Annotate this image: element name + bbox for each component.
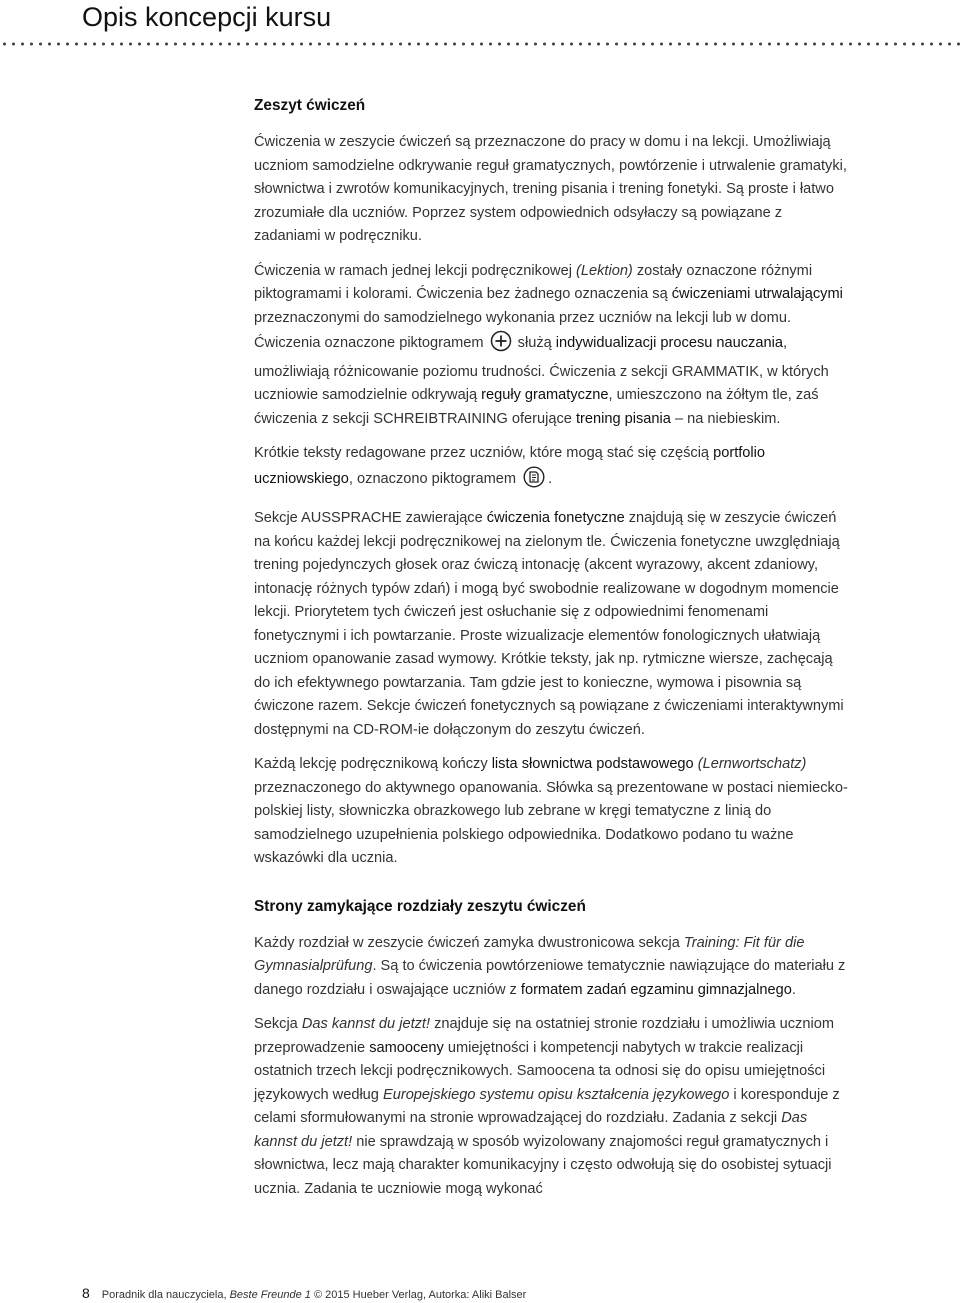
paragraph: Ćwiczenia w zeszycie ćwiczeń są przeznaczone do pracy w domu i na lekcji. Umożliwiają uczniom samodzielne odkrywanie reguł gramatycznych, powtórzenie i utrwalenie gramatyki, słownictwa i zwrotów komunikacyjnych, trening pisania i trening fonetyki. Są proste i łatwo zrozumiałe dla uczniów. Poprzez system odpowiednich odsyłaczy są powiązane z zadaniami w podręczniku.	[254, 134, 847, 244]
page-number: 8	[82, 1285, 90, 1301]
paragraph: Każdą lekcję podręcznikową kończy lista słownictwa podstawowego (Lernwortschatz) przeznaczonego do aktywnego opanowania. Słówka są prezentowane w postaci niemiecko-polskiej listy, słowniczka obrazkowego lub zebrane w kręgi tematyczne z linią do samodzielnego uzupełnienia polskiego odpowiednika. Dodatkowo podano tu ważne wskazówki dla ucznia.	[254, 756, 848, 866]
section-heading-chapter-closing: Strony zamykające rozdziały zeszytu ćwiczeń	[254, 897, 586, 915]
paragraph: Ćwiczenia w ramach jednej lekcji podręcznikowej (Lektion) zostały oznaczone różnymi piktogramami i kolorami. Ćwiczenia bez żadnego oznaczenia są ćwiczeniami utrwalającymi przeznaczonymi do samodzielnego wykonania przez uczniów na lekcji lub w domu. Ćwiczenia oznaczone piktogramem służą indywidualizacji procesu nauczania, umożliwiają różnicowanie poziomu trudności. Ćwiczenia z sekcji GRAMMATIK, w których uczniowie samodzielnie odkrywają reguły gramatyczne, umieszczono na żółtym tle, zaś ćwiczenia z sekcji SCHREIBTRAINING oferujące trening pisania – na niebieskim.	[254, 262, 843, 427]
paragraph: Sekcje AUSSPRACHE zawierające ćwiczenia fonetyczne znajdują się w zeszycie ćwiczeń na końcu każdej lekcji podręcznikowej na zielonym tle. Ćwiczenia fonetyczne uwzględniają trening pojedynczych głosek oraz ćwiczą intonację (akcent wyrazowy, akcent zdaniowy, intonację różnych typów zdań) i mogą być swobodnie realizowane w dogodnym momencie lekcji. Priorytetem tych ćwiczeń jest osłuchanie się z odpowiednimi fenomenami fonetycznymi i ich powtarzanie. Proste wizualizacje elementów fonologicznych ułatwiają uczniom opanowanie zasad wymowy. Krótkie teksty, jak np. rytmiczne wiersze, zachęcają do ich efektywnego powtarzania. Tam gdzie jest to konieczne, wymowa i pisownia są ćwiczone razem. Sekcje ćwiczeń fonetycznych są powiązane z ćwiczeniami interaktywnymi dostępnymi na CD-ROM-ie dołączonym do zeszytu ćwiczeń.	[254, 510, 844, 738]
portfolio-folder-icon	[522, 466, 546, 497]
plus-circle-icon	[490, 330, 512, 361]
paragraph: Sekcja Das kannst du jetzt! znajduje się na ostatniej stronie rozdziału i umożliwia uczniom przeprowadzenie samooceny umiejętności i kompetencji nabytych w trakcie realizacji ostatnich trzech lekcji podręcznikowych. Samoocena ta odnosi się do opisu umiejętności językowych według Europejskiego systemu opisu kształcenia językowego i koresponduje z celami sformułowanymi na stronie wprowadzającej do rozdziału. Zadania z sekcji Das kannst du jetzt! nie sprawdzają w sposób wyizolowany znajomości reguł gramatycznych i słownictwa, lecz mają charakter komunikacyjny i często odwołują się do osobistej sytuacji ucznia. Zadania te uczniowie mogą wykonać	[254, 1016, 840, 1197]
page-title: Opis koncepcji kursu	[82, 2, 332, 32]
paragraph: Każdy rozdział w zeszycie ćwiczeń zamyka dwustronicowa sekcja Training: Fit für die Gymnasialprüfung. Są to ćwiczenia powtórzeniowe tematycznie nawiązujące do materiału z danego rozdziału i oswajające uczniów z formatem zadań egzaminu gimnazjalnego.	[254, 934, 846, 998]
section-heading-workbook: Zeszyt ćwiczeń	[254, 97, 366, 114]
main-content	[254, 95, 850, 1212]
paragraph: Krótkie teksty redagowane przez uczniów, które mogą stać się częścią portfolio uczniowskiego, oznaczono piktogramem .	[254, 442, 850, 496]
page-footer: 8 Poradnik dla nauczyciela, Beste Freunde 1 © 2015 Hueber Verlag, Autorka: Aliki Balser	[82, 1285, 527, 1301]
dotted-divider	[0, 42, 960, 46]
